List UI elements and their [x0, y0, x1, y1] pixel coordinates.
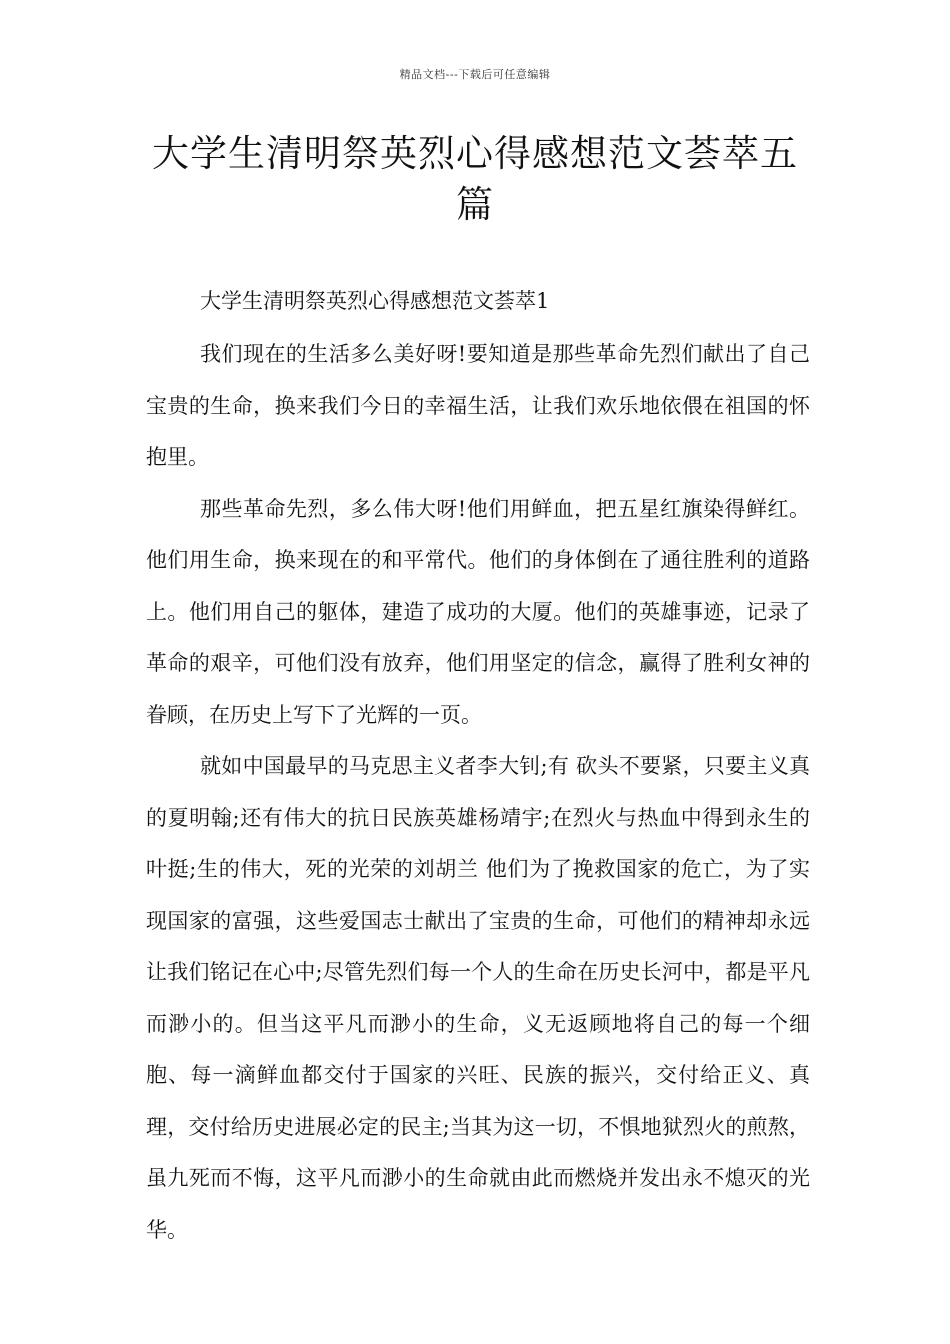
paragraph-2: 那些革命先烈，多么伟大呀!他们用鲜血，把五星红旗染得鲜红。他们用生命，换来现在的和平常代。他们的身体倒在了通往胜利的道路上。他们用自己的躯体，建造了成功的大厦。他们的英雄事迹，记录了革命的艰辛，可他们没有放弃，他们用坚定的信念，赢得了胜利女神的眷顾，在历史上写下了光辉的一页。: [146, 496, 810, 727]
paragraph-1: 我们现在的生活多么美好呀!要知道是那些革命先烈们献出了自己宝贵的生命，换来我们今日的幸福生活，让我们欢乐地依偎在祖国的怀抱里。: [146, 342, 810, 469]
document-body: [146, 283, 810, 1256]
header-note: 精品文档---下载后可任意编辑: [399, 68, 551, 81]
section-heading: 大学生清明祭英烈心得感想范文荟萃1: [200, 289, 550, 313]
paragraph-3: 就如中国最早的马克思主义者李大钊;有 砍头不要紧，只要主义真 的夏明翰;还有伟大的抗日民族英雄杨靖宇;在烈火与热血中得到永生的叶挺;生的伟大，死的光荣的刘胡兰 他们为了挽救国家的危亡，为了实现国家的富强，这些爱国志士献出了宝贵的生命，可他们的精神却永远让我们铭记在心中;尽管先烈们每一个人的生命在历史长河中，都是平凡而渺小的。但当这平凡而渺小的生命，义无返顾地将自己的每一个细胞、每一滴鲜血都交付于国家的兴旺、民族的振兴，交付给正义、真理，交付给历史进展必定的民主;当其为这一切，不惧地狱烈火的煎熬，虽九死而不悔，这平凡而渺小的生命就由此而燃烧并发出永不熄灭的光华。: [146, 754, 810, 1242]
document-title: 大学生清明祭英烈心得感想范文荟萃五篇: [152, 132, 798, 226]
